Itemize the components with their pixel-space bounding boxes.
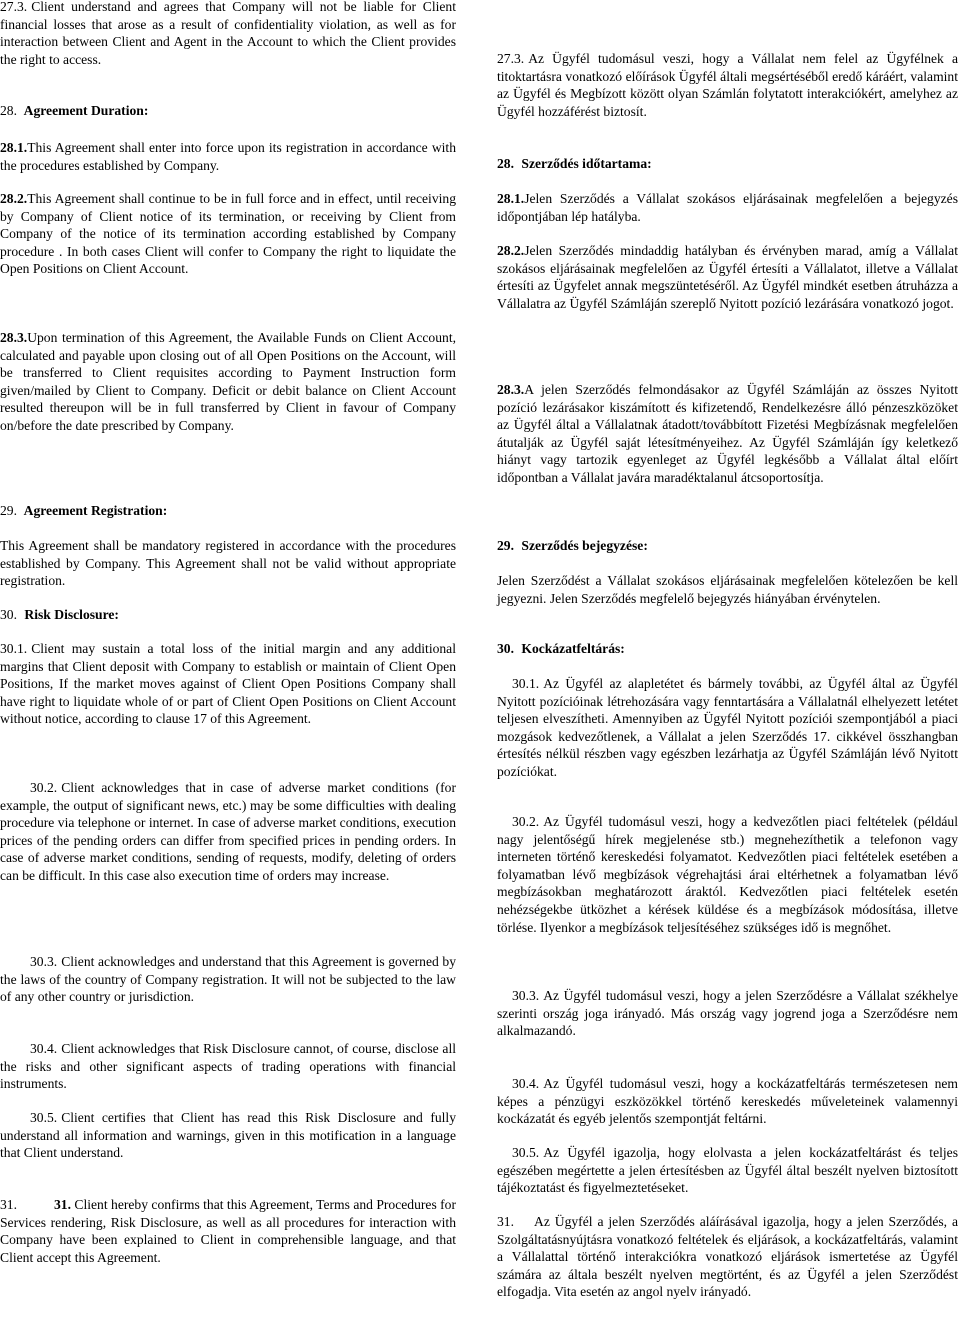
clause-30-4-en: 30.4. Client acknowledges that Risk Disclosure cannot, of course, disclose all the risks and other significant aspects of trading operations with financial instruments. [0, 1041, 456, 1092]
clause-28-1-hu: 28.1.Jelen Szerződés a Vállalat szokásos eljárásainak megfelelően a bejegyzés időpontjában lép hatályba. [497, 191, 958, 224]
heading-30-hu: 30. Kockázatfeltárás: [497, 641, 625, 656]
clause-31-en: 31. 31. Client hereby confirms that this Agreement, Terms and Procedures for Services rendering, Risk Disclosure, as well as all procedures for interaction with Company have been explained to Client in comprehensible language, and that Client accept this Agreement. [0, 1197, 456, 1265]
clause-30-3-en: 30.3. Client acknowledges and understand that this Agreement is governed by the laws of the country of Company registration. It will not be subjected to the law of any other country or jurisdiction. [0, 954, 456, 1005]
clause-29-hu: Jelen Szerződést a Vállalat szokásos eljárásainak megfelelően kötelezően be kell jegyezni. Jelen Szerződés megfelelő bejegyzés hiányában érvénytelen. [497, 573, 958, 606]
clause-28-2-hu: 28.2.Jelen Szerződés mindaddig hatályban és érvényben marad, amíg a Vállalat szokásos eljárásainak megfelelően az Ügyfél értesíti a Vállalatot, illetve a Vállalat értesíti az Ügyfelet annak megszüntetéséről. Az Ügyfél mindkét esetben átruházza a Vállalatra az Ügyfél Számláján szereplő Nyitott pozíció lezárására vonatkozó jogot. [497, 243, 958, 311]
clause-30-5-hu: 30.5. Az Ügyfél igazolja, hogy elolvasta a jelen kockázatfeltárást és teljes egészében megértette a jelen értesítésben az Ügyfél által beszélt nyelven biztosított tájékoztatást és figyelmeztetéseket. [497, 1145, 958, 1196]
clause-28-3-hu: 28.3.A jelen Szerződés felmondásakor az Ügyfél Számláján az összes Nyitott pozíció lezárásakor kiszámított és kifizetendő, Rendelkezésre álló pénzeszközöket az Ügyfél által a Vállalatnak átadott/továbbított Fizetési Megbízásnak megfelelően átutalják az Ügyfél saját létesítményeihez. Az Ügyfél Számláján így keletkező hiányt vagy tartozik egyenleget az Ügyfél legkésőbb a Vállalat által előírt időpontban a Vállalat javára maradéktalanul átcsoportosítja. [497, 382, 958, 485]
clause-30-3-hu: 30.3. Az Ügyfél tudomásul veszi, hogy a jelen Szerződésre a Vállalat székhelye szerinti ország joga irányadó. Más ország vagy jogrend joga a Szerződésre nem alkalmazandó. [497, 988, 958, 1039]
heading-29-hu: 29. Szerződés bejegyzése: [497, 538, 648, 553]
clause-30-1-hu: 30.1. Az Ügyfél az alapletétet és bármely további, az Ügyfél által az Ügyfél Nyitott pozícióinak létrehozására vagy fenntartására a Vállalatnál elhelyezett letétet teljesen elveszítheti. Amennyiben az Ügyfél Nyitott pozíciói szempontjából a piaci mozgások kedvezőtlenek, a Vállalat a jelen Szerződés 17. cikkével összhangban értesítés nélkül részben vagy egészben lezárhatja az Ügyfél Számláján lévő Nyitott pozíciókat. [497, 676, 958, 779]
heading-28-en: 28. Agreement Duration: [0, 103, 149, 118]
clause-28-3-en: 28.3.Upon termination of this Agreement, the Available Funds on Client Account, calculated and payable upon closing out of all Open Positions on the Account, will be transferred to Client requisites according to Payment Instruction form given/mailed by Client to Company. Deficit or debit balance on Client Account resulted thereupon will be in full transferred by Client in favour of Company on/before the date prescribed by Company. [0, 330, 456, 433]
clause-29-en: This Agreement shall be mandatory registered in accordance with the procedures established by Company. This Agreement shall not be valid without appropriate registration. [0, 538, 456, 589]
clause-28-1-en: 28.1.This Agreement shall enter into force upon its registration in accordance with the procedures established by Company. [0, 140, 456, 173]
clause-27-3-en: 27.3. Client understand and agrees that Company will not be liable for Client financial losses that arose as a result of confidentiality violation, as well as for interaction between Client and Agent in the Account to which the Client provides the right to access. [0, 0, 456, 67]
clause-30-2-hu: 30.2. Az Ügyfél tudomásul veszi, hogy a kedvezőtlen piaci feltételek (például nagy jelentőségű hírek megjelenése stb.) megnehezíthetik a telefonon vagy interneten történő kereskedési folyamatot. Kedvezőtlen piaci feltételek esetében a folyamatban lévő megbízások végrehajtási árai eltérhetnek a folyamatban lévő megbízásokban meghatározott áraktól. Kedvezőtlen piaci feltételek esetén nehézségekbe ütközhet a kérések küldése és a megbízások módosítása, illetve törlése. Ilyenkor a megbízások teljesítéséhez szükséges idő is megnőhet. [497, 814, 958, 935]
clause-30-1-en: 30.1. Client may sustain a total loss of the initial margin and any additional margins that Client deposit with Company to establish or maintain of Client Open Positions, If the market moves against of Client Open Positions Company shall have right to liquidate whole of or part of Client Open Positions on Client Account without notice, according to clause 17 of this Agreement. [0, 641, 456, 727]
clause-30-5-en: 30.5. Client certifies that Client has read this Risk Disclosure and fully understand all information and warnings, given in this motification in a language that Client understand. [0, 1110, 456, 1161]
heading-29-en: 29. Agreement Registration: [0, 503, 168, 518]
clause-27-3-hu: 27.3. Az Ügyfél tudomásul veszi, hogy a Vállalat nem felel az Ügyfélnek a titoktartásra vonatkozó előírások Ügyfél általi megsértéséből eredő káráért, valamint az Ügyfél és Megbízott között olyan Számlán folytatott interakciókért, amelyhez az Ügyfél hozzáférést biztosít. [497, 51, 958, 119]
clause-30-4-hu: 30.4. Az Ügyfél tudomásul veszi, hogy a kockázatfeltárás természetesen nem képes a pénzügyi eszközökkel történő kereskedés műveleteinek valamennyi kockázatát és egyéb jelentős szempontját feltárni. [497, 1076, 958, 1127]
heading-30-en: 30. Risk Disclosure: [0, 607, 119, 622]
clause-28-2-en: 28.2.This Agreement shall continue to be in full force and in effect, until receiving by Company of Client notice of its termination, or receiving by Client from Company of the notice of its termination according established by Company procedure . In both cases Client will confer to Company the right to liquidate the Open Positions on Client Account. [0, 191, 456, 277]
clause-30-2-en: 30.2. Client acknowledges that in case of adverse market conditions (for example, the output of significant news, etc.) may be some difficulties with dealing procedure via telephone or internet. In case of adverse market conditions, execution prices of the pending orders can differ from specified prices in pending orders. In case of adverse market conditions, sending of requests, modify, deleting of orders can be difficult. In this case also execution time of orders may increase. [0, 780, 456, 883]
heading-28-hu: 28. Szerződés időtartama: [497, 156, 652, 171]
clause-31-hu: 31. Az Ügyfél a jelen Szerződés aláírásával igazolja, hogy a jelen Szerződés, a Szolgáltatásnyújtásra vonatkozó feltételek és eljárások, a kockázatfeltárás, valamint a Vállalattal történő interakciókra vonatkozó eljárások ismertetése az Ügyfél számára az általa beszélt nyelven megtörtént, és az Ügyfél a jelen Szerződést elfogadja. Vita esetén az angol nyelv irányadó. [497, 1214, 958, 1300]
